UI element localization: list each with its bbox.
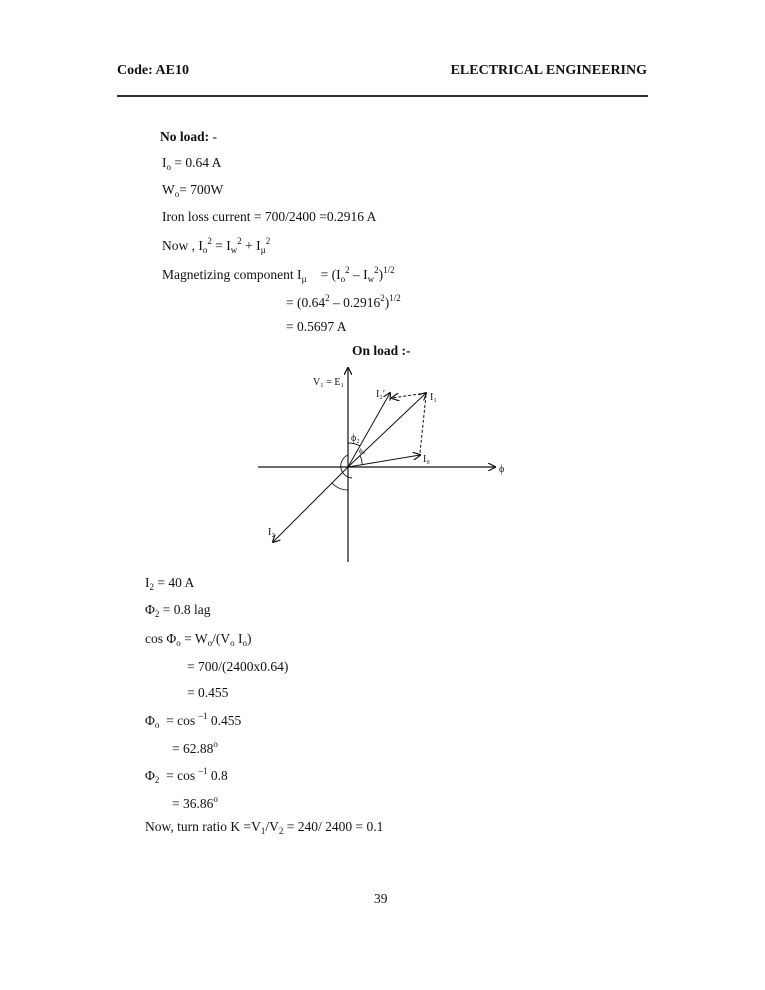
svg-text:ϕ₂: ϕ₂	[351, 433, 360, 444]
wo-line: $W_o= 700W$	[162, 182, 224, 199]
svg-text:I₂: I₂	[268, 527, 275, 538]
svg-text:I₁: I₁	[430, 392, 437, 403]
no-load-heading: No load: -	[160, 129, 218, 144]
header-code: Code: AE10	[117, 63, 189, 78]
cos-step: = 700/(2400x0.64)	[187, 659, 289, 674]
svg-text:I₀: I₀	[423, 454, 430, 465]
now-equation: Now , $I_o^2 = I_w^2 + I_\mu^2$	[162, 236, 271, 255]
i2-phasor	[273, 467, 348, 542]
phi2-result: = $36.86^o$	[172, 794, 218, 811]
i2-line: $I_2 = 40$ A	[145, 575, 195, 592]
turn-ratio-line: Now, turn ratio $K =V_1/V_2 = 240/$ 2400 = 0.1	[145, 819, 384, 836]
phi2-line: $\Phi_2 = 0.8$ lag	[145, 602, 211, 619]
svg-text:V₁ = E₁: V₁ = E₁	[313, 377, 344, 388]
phio-line: $\Phi_o = \cos ^{-1}$ 0.455	[145, 711, 242, 730]
header-subject: ELECTRICAL ENGINEERING	[450, 63, 647, 78]
i2prime-phasor	[348, 393, 390, 467]
cos-phio-line: $\cos \Phi_o = W_o/(V_o$ $I_o$)	[145, 631, 252, 648]
magnetizing-result: = 0.5697 A	[286, 319, 347, 334]
svg-text:I₂′: I₂′	[376, 389, 386, 400]
phio-result: = $62.88^o$	[172, 739, 218, 756]
page-number: 39	[374, 891, 388, 906]
magnetizing-line: Magnetizing component $I_\mu = (I_o^2 - I_w^2)^{1/2}$	[162, 265, 395, 284]
on-load-heading: On load :-	[352, 343, 411, 358]
io-line: $I_o = 0.64$ A	[162, 155, 222, 172]
phi2-calc-line: $\Phi_2 = \cos ^{-1}$ 0.8	[145, 766, 228, 785]
magnetizing-step: = $(0.64^2 - 0.2916^2)^{1/2}$	[286, 293, 401, 310]
svg-text:ϕ: ϕ	[499, 464, 505, 475]
svg-text:ϕ₀: ϕ₀	[359, 447, 366, 455]
cos-result: = 0.455	[187, 685, 229, 700]
iron-loss-line: Iron loss current = 700/2400 =0.2916 A	[162, 209, 377, 224]
